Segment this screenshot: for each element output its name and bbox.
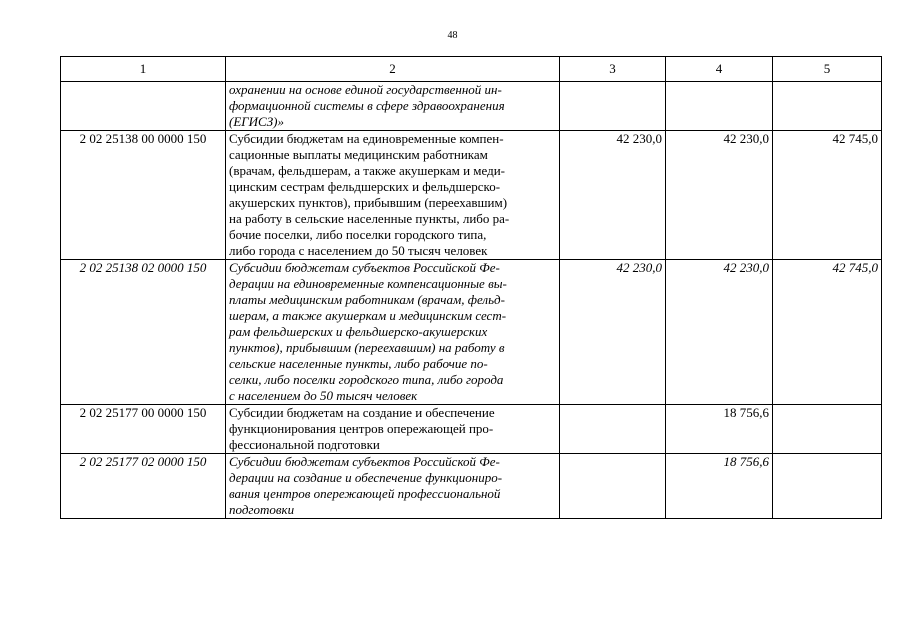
description-cell — [226, 260, 560, 405]
table-row — [61, 260, 882, 405]
amount-cell-col4: 18 756,6 — [666, 405, 773, 454]
description-line: рам фельдшерских и фельдшерско-акушерских — [229, 324, 488, 339]
description-cell — [226, 405, 560, 454]
description-line: бочие поселки, либо поселки городского типа, — [229, 227, 487, 242]
description-cell — [226, 454, 560, 519]
amount-cell-col5 — [773, 82, 882, 131]
header-cell: 1 — [61, 57, 226, 82]
table-row — [61, 405, 882, 454]
description-line: Субсидии бюджетам субъектов Российской Фе- — [229, 454, 500, 469]
description-cell — [226, 131, 560, 260]
table-body — [61, 82, 882, 519]
header-cell: 4 — [666, 57, 773, 82]
description-line: с населением до 50 тысяч человек — [229, 388, 418, 403]
description-line: либо города с населением до 50 тысяч человек — [229, 243, 488, 258]
header-cell: 3 — [560, 57, 666, 82]
amount-cell-col5 — [773, 405, 882, 454]
description-line: акушерских пунктов), прибывшим (переехавшим) — [229, 195, 508, 210]
amount-cell-col4: 42 230,0 — [666, 260, 773, 405]
description-line: дерации на создание и обеспечение функциониро- — [229, 470, 503, 485]
amount-cell-col3: 42 230,0 — [560, 131, 666, 260]
description-line: (врачам, фельдшерам, а также акушеркам и меди- — [229, 163, 506, 178]
description-line: подготовки — [229, 502, 295, 517]
description-cell — [226, 82, 560, 131]
table-row — [61, 454, 882, 519]
description-line: формационной системы в сфере здравоохранения — [229, 98, 505, 113]
description-line: дерации на единовременные компенсационные вы- — [229, 276, 507, 291]
amount-cell-col4 — [666, 82, 773, 131]
description-line: (ЕГИСЗ)» — [229, 114, 284, 129]
description-line: платы медицинским работникам (врачам, фельд- — [229, 292, 505, 307]
table-row — [61, 131, 882, 260]
description-line: сельские населенные пункты, либо рабочие по- — [229, 356, 488, 371]
description-line: Субсидии бюджетам на единовременные компен- — [229, 131, 504, 146]
description-line: функционирования центров опережающей про- — [229, 421, 494, 436]
description-line: сационные выплаты медицинским работникам — [229, 147, 488, 162]
page-number: 48 — [447, 30, 458, 41]
amount-cell-col3 — [560, 82, 666, 131]
description-line: Субсидии бюджетам на создание и обеспечение — [229, 405, 495, 420]
description-line: охранении на основе единой государственной ин- — [229, 82, 502, 97]
table-row — [61, 82, 882, 131]
description-line: вания центров опережающей профессиональной — [229, 486, 501, 501]
description-line: шерам, а также акушеркам и медицинским сест- — [229, 308, 507, 323]
amount-cell-col5 — [773, 454, 882, 519]
budget-code-cell: 2 02 25177 02 0000 150 — [61, 454, 226, 519]
budget-code-cell — [61, 82, 226, 131]
description-line: фессиональной подготовки — [229, 437, 380, 452]
budget-code-cell: 2 02 25177 00 0000 150 — [61, 405, 226, 454]
amount-cell-col5: 42 745,0 — [773, 131, 882, 260]
amount-cell-col3: 42 230,0 — [560, 260, 666, 405]
budget-code-cell: 2 02 25138 02 0000 150 — [61, 260, 226, 405]
description-line: на работу в сельские населенные пункты, либо ра- — [229, 211, 510, 226]
amount-cell-col4: 18 756,6 — [666, 454, 773, 519]
budget-code-cell: 2 02 25138 00 0000 150 — [61, 131, 226, 260]
description-line: пунктов), прибывшим (переехавшим) на работу в — [229, 340, 505, 355]
amount-cell-col3 — [560, 405, 666, 454]
budget-revenue-table — [60, 56, 882, 519]
table-header-row — [61, 57, 882, 82]
amount-cell-col5: 42 745,0 — [773, 260, 882, 405]
amount-cell-col4: 42 230,0 — [666, 131, 773, 260]
header-cell: 2 — [226, 57, 560, 82]
amount-cell-col3 — [560, 454, 666, 519]
header-cell: 5 — [773, 57, 882, 82]
description-line: селки, либо поселки городского типа, либо города — [229, 372, 504, 387]
description-line: Субсидии бюджетам субъектов Российской Фе- — [229, 260, 500, 275]
description-line: цинским сестрам фельдшерских и фельдшерско- — [229, 179, 501, 194]
